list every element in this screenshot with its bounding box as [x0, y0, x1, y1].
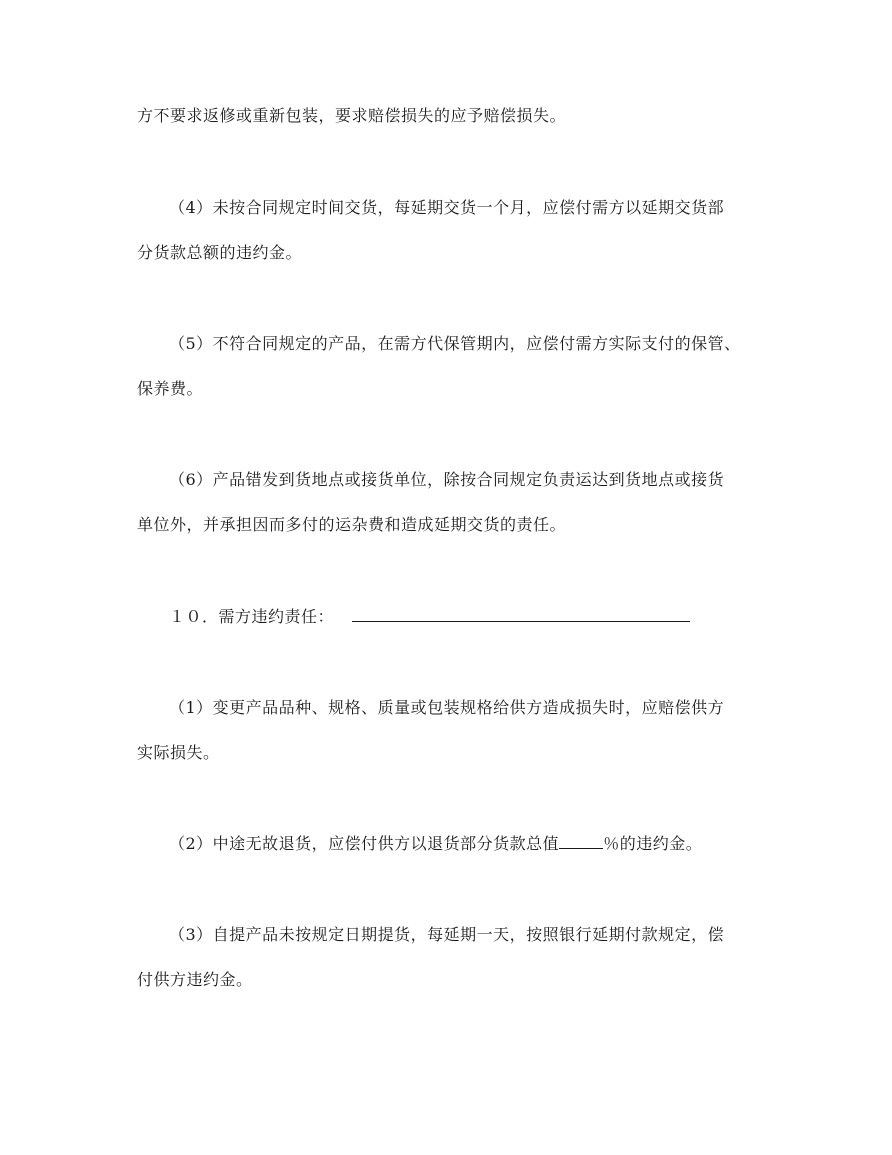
- percentage-blank[interactable]: [559, 834, 603, 849]
- clause-3-line-2: 付供方违约金。: [137, 970, 253, 989]
- clause-4-line-1: （4）未按合同规定时间交货，每延期交货一个月，应偿付需方以延期交货部: [169, 198, 725, 217]
- clause-2-text-after-blank: ％的违约金。: [603, 834, 703, 853]
- clause-3-line-1: （3）自提产品未按规定日期提货，每延期一天，按照银行延期付款规定，偿: [169, 925, 725, 944]
- clause-5-line-1: （5）不符合同规定的产品，在需方代保管期内，应偿付需方实际支付的保管、: [169, 334, 741, 353]
- clause-2-line: [169, 834, 702, 854]
- fill-in-blank-line[interactable]: [352, 607, 690, 622]
- clause-6-line-2: 单位外，并承担因而多付的运杂费和造成延期交货的责任。: [137, 515, 567, 534]
- clause-2-text-before-blank: （2）中途无故退货，应偿付供方以退货部分货款总值: [169, 834, 560, 853]
- section-10-heading-line: [169, 607, 690, 627]
- section-10-heading: １０．需方违约责任：: [169, 607, 335, 626]
- clause-1-line-2: 实际损失。: [137, 743, 220, 762]
- clause-1-line-1: （1）变更产品品种、规格、质量或包装规格给供方造成损失时，应赔偿供方: [169, 698, 725, 717]
- clause-5-line-2: 保养费。: [137, 379, 204, 398]
- clause-6-line-1: （6）产品错发到货地点或接货单位，除按合同规定负责运达到货地点或接货: [169, 470, 725, 489]
- clause-4-line-2: 分货款总额的违约金。: [137, 243, 303, 262]
- paragraph-line: 方不要求返修或重新包装，要求赔偿损失的应予赔偿损失。: [137, 106, 567, 125]
